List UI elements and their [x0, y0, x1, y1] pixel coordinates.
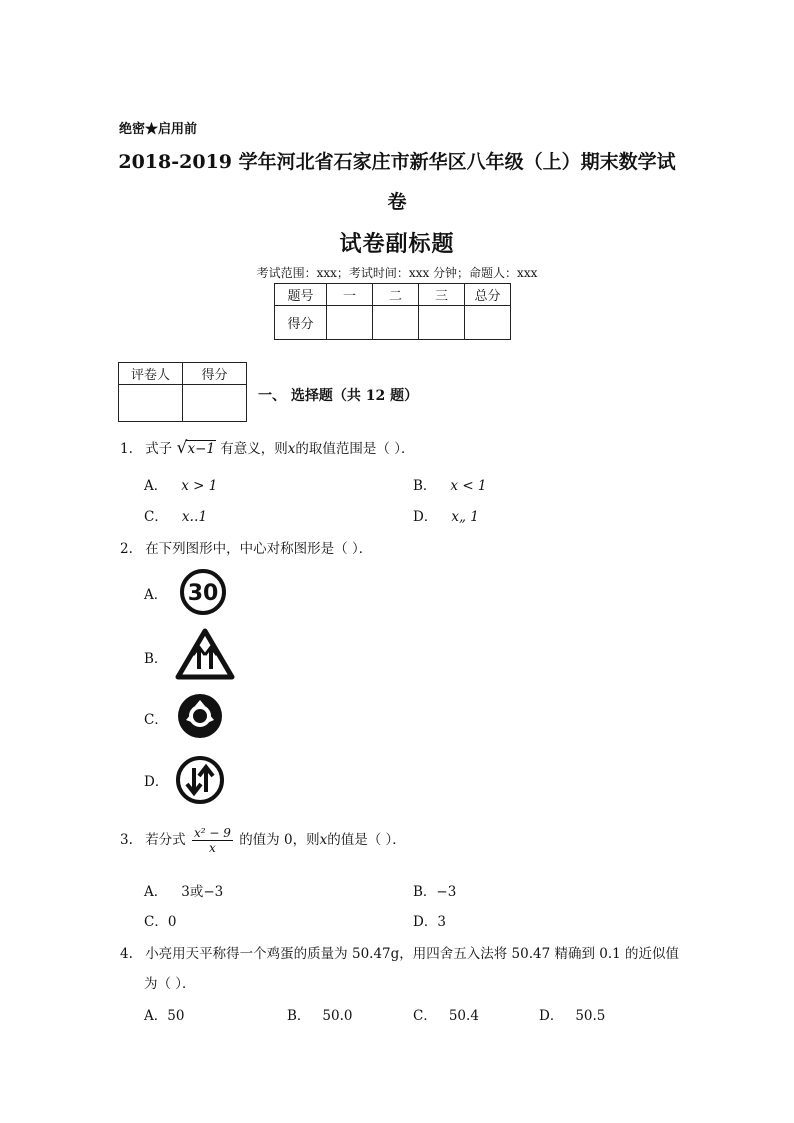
option-label: C．	[144, 914, 168, 930]
option-c[interactable]	[144, 708, 168, 728]
variable: x	[287, 441, 296, 457]
option-d[interactable]	[539, 1004, 605, 1024]
option-text: x > 1	[181, 478, 218, 494]
score-header-cell: 一	[327, 284, 373, 306]
section-title: 一、 选择题（共 12 题）	[258, 388, 419, 404]
option-b[interactable]	[144, 647, 167, 667]
option-label: A．	[144, 884, 168, 900]
option-label: C．	[144, 509, 168, 525]
option-c[interactable]	[413, 1004, 479, 1024]
grader-cell	[183, 385, 247, 422]
fraction-denominator: x	[209, 841, 216, 855]
question-1	[120, 437, 414, 457]
fraction-numerator: x² − 9	[193, 826, 231, 840]
question-text: 小亮用天平称得一个鸡蛋的质量为 50.47g，用四舍五入法将 50.47 精确到 0.1 的近似值	[145, 946, 680, 962]
option-label: B．	[287, 1008, 311, 1024]
option-label: B．	[413, 478, 437, 494]
exam-title-line2: 卷	[387, 191, 407, 213]
option-text: 3	[437, 914, 446, 930]
question-text: 有意义，则	[220, 441, 288, 457]
option-text: 50.0	[322, 1008, 353, 1024]
fraction-expression	[192, 826, 233, 855]
question-text: 的值是（ ）．	[327, 832, 406, 848]
option-d[interactable]	[413, 910, 446, 930]
speed-limit-30-sign-icon	[178, 567, 228, 617]
option-label: D．	[413, 509, 438, 525]
option-text: 50	[167, 1008, 185, 1024]
grader-header-cell: 评卷人	[119, 363, 183, 385]
score-row-label: 得分	[275, 306, 327, 340]
option-text: x„ 1	[451, 509, 479, 525]
option-text: −3	[436, 884, 457, 900]
two-way-traffic-warning-sign-icon	[174, 627, 236, 681]
question-text: 式子	[145, 441, 173, 457]
option-text: 50.4	[448, 1008, 479, 1024]
roundabout-sign-icon	[176, 692, 224, 740]
question-number: 1.	[120, 441, 133, 457]
question-3	[120, 826, 406, 855]
option-label: D．	[539, 1008, 564, 1024]
sign-text: 30	[187, 581, 219, 606]
question-text: 若分式	[145, 832, 186, 848]
option-text: x < 1	[450, 478, 487, 494]
option-label: D．	[144, 774, 169, 790]
option-c[interactable]	[144, 505, 207, 525]
score-header-cell: 题号	[275, 284, 327, 306]
option-label: A．	[144, 478, 168, 494]
option-c[interactable]	[144, 910, 176, 930]
option-label: B．	[144, 651, 168, 667]
question-2	[120, 537, 372, 557]
question-text: 的取值范围是（ ）．	[295, 441, 415, 457]
option-b[interactable]	[287, 1004, 352, 1024]
exam-info: 考试范围：xxx；考试时间：xxx 分钟；命题人：xxx	[256, 266, 538, 280]
option-b[interactable]	[413, 474, 487, 494]
option-label: B．	[413, 884, 437, 900]
option-b[interactable]	[413, 880, 456, 900]
grader-header-cell: 得分	[183, 363, 247, 385]
up-down-arrows-sign-icon	[174, 754, 226, 806]
score-cell	[327, 306, 373, 340]
question-number: 4.	[120, 946, 133, 962]
question-number: 3.	[120, 832, 133, 848]
score-header-cell: 总分	[465, 284, 511, 306]
score-cell	[465, 306, 511, 340]
option-label: D．	[413, 914, 438, 930]
score-cell	[373, 306, 419, 340]
option-label: A．	[144, 587, 168, 603]
secret-mark: 绝密★启用前	[119, 122, 198, 137]
option-label: C．	[413, 1008, 437, 1024]
question-text: 在下列图形中，中心对称图形是（ ）．	[145, 541, 373, 557]
score-header-cell: 二	[373, 284, 419, 306]
option-a[interactable]	[144, 880, 223, 900]
option-a[interactable]	[144, 474, 217, 494]
radical-icon: √	[176, 438, 188, 458]
score-cell	[419, 306, 465, 340]
option-label: A．	[144, 1008, 168, 1024]
score-table	[274, 283, 511, 340]
question-4	[120, 942, 679, 962]
exam-subtitle: 试卷副标题	[339, 231, 455, 257]
exam-title-line1: 2018-2019 学年河北省石家庄市新华区八年级（上）期末数学试	[118, 151, 676, 173]
score-header-cell: 三	[419, 284, 465, 306]
question-number: 2.	[120, 541, 133, 557]
radicand: x−1	[187, 441, 215, 457]
option-a[interactable]	[144, 1004, 184, 1024]
option-d[interactable]	[413, 505, 479, 525]
option-a[interactable]	[144, 583, 167, 603]
grader-cell	[119, 385, 183, 422]
sqrt-expression	[176, 438, 216, 458]
option-text: 0	[167, 914, 177, 930]
grader-table	[118, 362, 247, 422]
option-text: x‥1	[181, 509, 208, 525]
question-4-line2: 为（ ）．	[144, 976, 196, 992]
option-label: C．	[144, 712, 168, 728]
question-text: 的值为 0，则	[239, 832, 320, 848]
variable: x	[319, 832, 328, 848]
option-text: 50.5	[575, 1008, 606, 1024]
option-text: 3或−3	[181, 884, 224, 900]
option-d[interactable]	[144, 770, 168, 790]
